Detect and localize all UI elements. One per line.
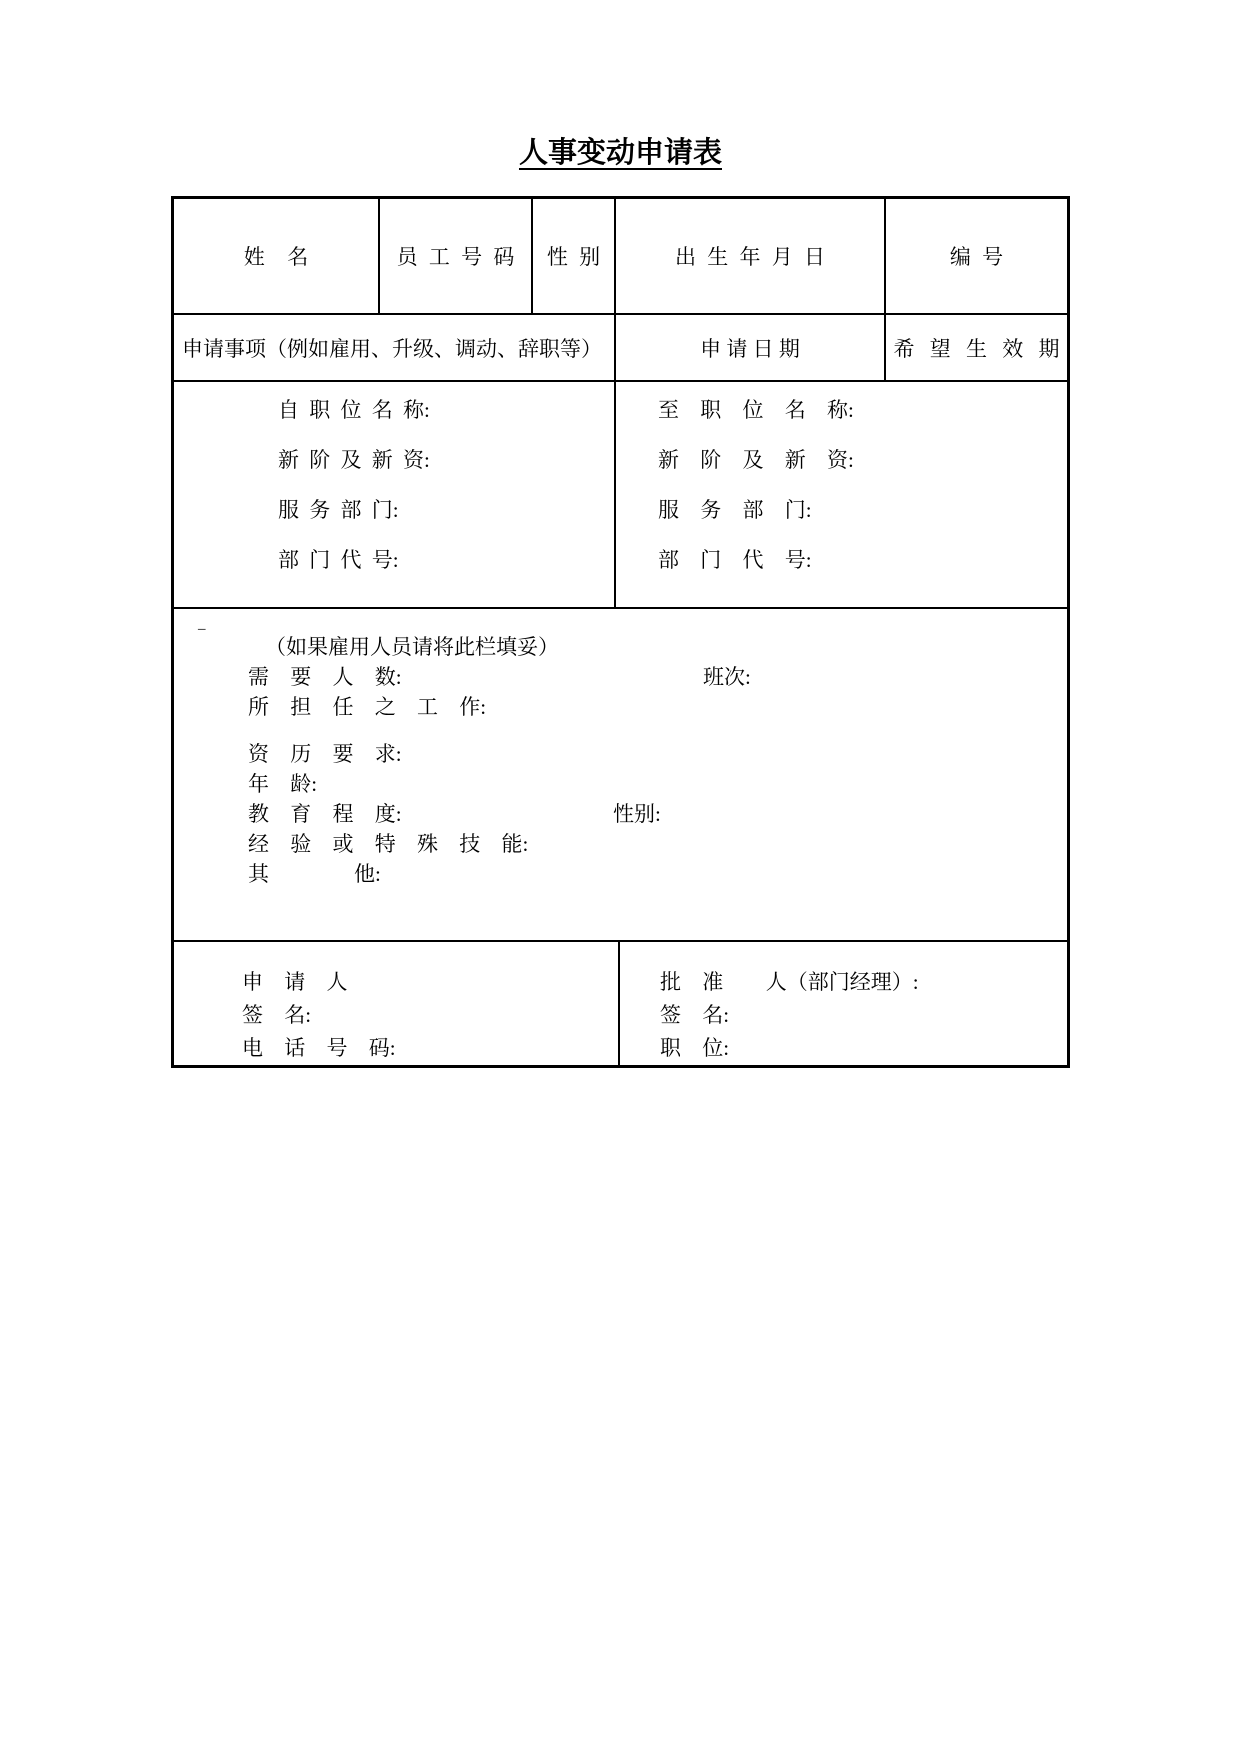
approver-signature-label: 签 名: — [660, 1003, 730, 1027]
applicant-signature-label: 签 名: — [242, 1003, 312, 1027]
apply-date-cell — [616, 315, 886, 380]
applicant-title: 申 请 人 — [242, 970, 348, 994]
hiring-details-section — [174, 609, 1067, 940]
qualification-label: 资 历 要 求: — [248, 742, 402, 766]
to-grade-salary-label: 新 阶 及 新 资: — [658, 448, 854, 472]
to-dept-code-label: 部 门 代 号: — [658, 548, 812, 572]
approver-position-label: 职 位: — [660, 1036, 730, 1060]
job-duty-label: 所 担 任 之 工 作: — [248, 695, 487, 719]
from-dept-code-label: 部 门 代 号: — [278, 548, 399, 572]
signature-row — [174, 940, 1067, 1065]
hiring-note: （如果雇用人员请将此栏填妥） — [265, 635, 559, 659]
name-cell — [174, 199, 380, 313]
serial-no-cell — [886, 199, 1067, 313]
to-department-label: 服 务 部 门: — [658, 498, 812, 522]
effective-date-label: 希 望 生 效 期 — [893, 336, 1060, 361]
age-label: 年 龄: — [248, 772, 318, 796]
from-grade-salary-label: 新 阶 及 新 资: — [278, 448, 430, 472]
birth-date-cell — [616, 199, 886, 313]
form-title-text: 人事变动申请表 — [518, 137, 722, 169]
gender-cell — [533, 199, 616, 313]
gender-inline-label: 性别: — [613, 802, 661, 826]
from-position-section — [174, 382, 616, 607]
employee-no-label: 员 工 号 码 — [396, 245, 515, 269]
approver-title: 批 准 人（部门经理）: — [660, 970, 919, 994]
applicant-section — [174, 942, 620, 1065]
to-position-section — [616, 382, 1067, 607]
birth-date-label: 出 生 年 月 日 — [675, 245, 825, 269]
other-label: 其 他: — [248, 862, 381, 886]
experience-label: 经 验 或 特 殊 技 能: — [248, 832, 529, 856]
shift-label: 班次: — [703, 665, 751, 689]
name-label: 姓 名 — [243, 245, 309, 269]
serial-no-label: 编 号 — [949, 245, 1004, 269]
gender-label: 性 别 — [546, 245, 601, 269]
header-row — [174, 199, 1067, 313]
effective-date-cell — [886, 315, 1067, 380]
request-row — [174, 313, 1067, 380]
apply-date-label: 申 请 日 期 — [700, 336, 800, 361]
position-change-row — [174, 380, 1067, 607]
education-line — [174, 799, 1067, 829]
stray-dash: – — [198, 621, 206, 637]
from-department-label: 服 务 部 门: — [278, 498, 399, 522]
hiring-details-row — [174, 607, 1067, 940]
approver-section — [620, 942, 1067, 1065]
from-position-label: 自 职 位 名 称: — [278, 398, 430, 422]
education-label: 教 育 程 度: — [248, 802, 402, 826]
headcount-label: 需 要 人 数: — [248, 665, 402, 689]
to-position-label: 至 职 位 名 称: — [658, 398, 854, 422]
personnel-change-form-table — [171, 196, 1070, 1068]
headcount-line — [174, 662, 1067, 692]
applicant-phone-label: 电 话 号 码: — [242, 1036, 396, 1060]
employee-no-cell — [380, 199, 533, 313]
request-type-cell — [174, 315, 616, 380]
form-title — [171, 130, 1070, 171]
request-type-label: 申请事项（例如雇用、升级、调动、辞职等） — [182, 336, 602, 361]
